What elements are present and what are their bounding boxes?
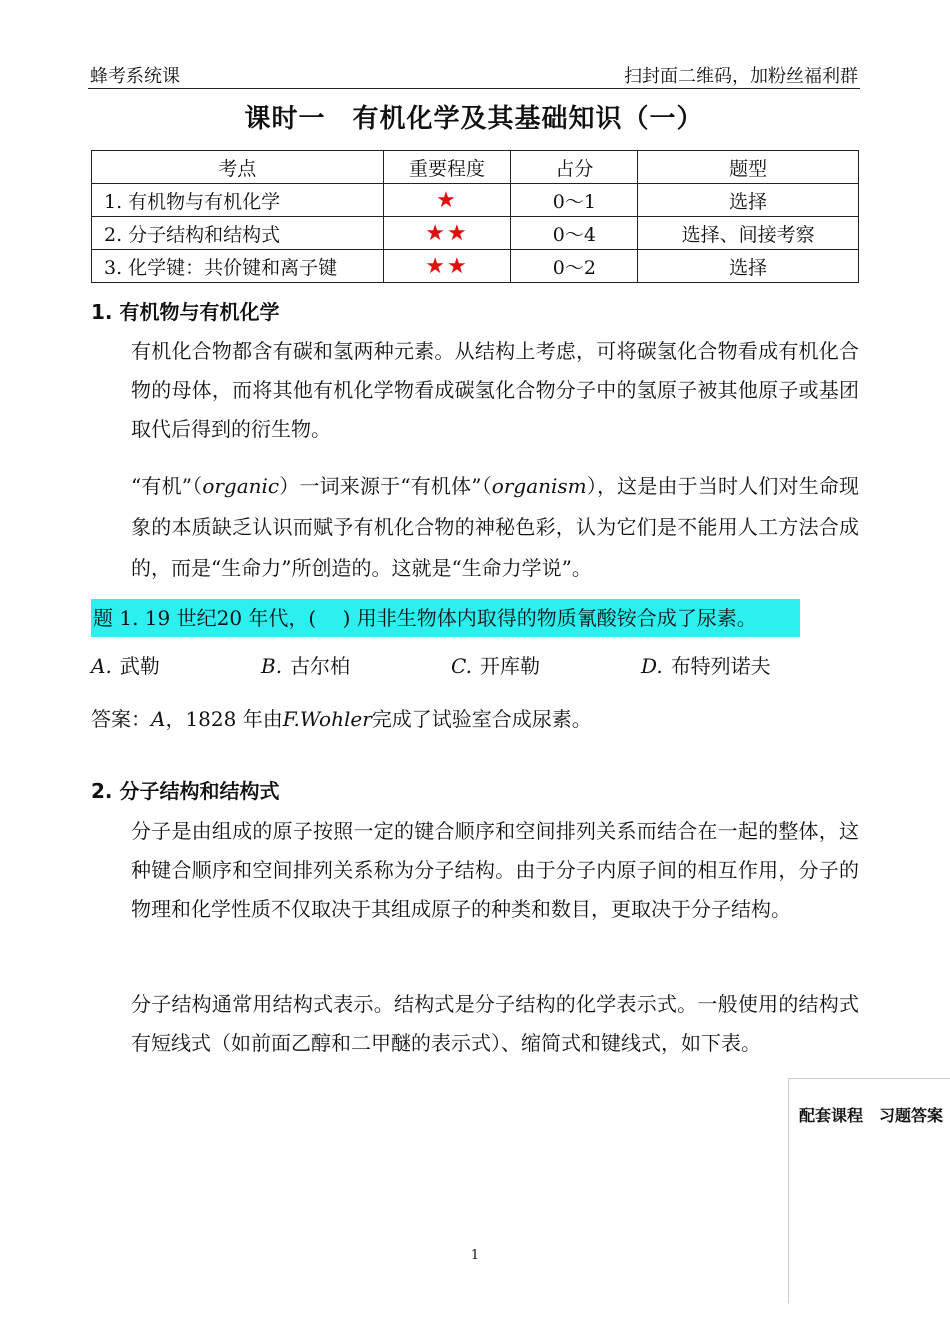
topic-cell: 2. 分子结构和结构式 <box>92 217 384 250</box>
option-d[interactable] <box>641 650 771 679</box>
question-type-cell: 选择、间接考察 <box>638 217 859 250</box>
star-icon: ★★ <box>425 253 469 279</box>
header-brand: 蜂考系统课 <box>90 66 180 87</box>
score-cell: 0～1 <box>511 184 638 217</box>
option-text: 开库勒 <box>479 654 540 678</box>
p2-text-c: ）一词来源于“有机体”（ <box>279 474 492 498</box>
importance-cell <box>383 250 511 283</box>
option-a[interactable] <box>91 650 160 679</box>
topic-cell: 1. 有机物与有机化学 <box>92 184 384 217</box>
score-cell: 0～2 <box>511 250 638 283</box>
course-link-box[interactable] <box>788 1078 950 1303</box>
answer-line <box>91 703 592 732</box>
section2-heading: 2. 分子结构和结构式 <box>91 779 280 803</box>
table-row <box>92 184 859 217</box>
section1-p1-text: 有机化合物都含有碳和氢两种元素。从结构上考虑，可将碳氢化合物看成有机化合物的母体，而将其他有机化学物看成碳氢化合物分子中的氢原子被其他原子或基团取代后得到的衍生物。 <box>131 339 859 441</box>
table-row <box>92 250 859 283</box>
option-letter: A. <box>91 654 112 678</box>
section2-p1-text: 分子是由组成的原子按照一定的键合顺序和空间排列关系而结合在一起的整体，这种键合顺序和空间排列关系称为分子结构。由于分子内原子间的相互作用，分子的物理和化学性质不仅取决于其组成原子的种类和数目，更取决于分子结构。 <box>131 819 859 921</box>
importance-cell <box>383 217 511 250</box>
p2-text-a: “有机”（ <box>131 474 203 498</box>
section1-paragraph-1 <box>91 332 859 449</box>
answer-name: F.Wohler <box>282 707 372 731</box>
page-number: 1 <box>470 1248 480 1263</box>
option-letter: D. <box>641 654 663 678</box>
answer-prefix: 答案： <box>91 707 151 731</box>
section2-p2-text: 分子结构通常用结构式表示。结构式是分子结构的化学表示式。一般使用的结构式有短线式（如前面乙醇和二甲醚的表示式）、缩简式和键线式，如下表。 <box>131 992 859 1055</box>
header-note: 扫封面二维码，加粉丝福利群 <box>624 66 858 87</box>
star-icon: ★ <box>436 187 458 213</box>
option-letter: C. <box>451 654 472 678</box>
importance-cell <box>383 184 511 217</box>
option-text: 布特列诺夫 <box>670 654 771 678</box>
question-type-cell: 选择 <box>638 184 859 217</box>
option-b[interactable] <box>261 650 350 679</box>
table-header-cell: 考点 <box>92 151 384 184</box>
option-c[interactable] <box>451 650 540 679</box>
table-header-cell: 题型 <box>638 151 859 184</box>
page-title: 课时一 有机化学及其基础知识（一） <box>244 104 704 134</box>
score-cell: 0～4 <box>511 217 638 250</box>
term-organism: organism <box>491 474 587 498</box>
section2-paragraph-1 <box>91 812 859 929</box>
answer-suffix: 完成了试验室合成尿素。 <box>371 707 592 731</box>
question-highlight: 题 1. 19 世纪20 年代，( ) 用非生物体内取得的物质氰酸铵合成了尿素。 <box>91 599 800 637</box>
section2-paragraph-2 <box>91 985 859 1063</box>
table-header-cell: 重要程度 <box>383 151 511 184</box>
option-text: 古尔柏 <box>290 654 351 678</box>
section1-heading: 1. 有机物与有机化学 <box>91 300 280 324</box>
table-header-cell: 占分 <box>511 151 638 184</box>
course-link-label: 配套课程 习题答案 <box>799 1106 944 1125</box>
answer-mid: ，1828 年由 <box>165 707 283 731</box>
section1-paragraph-2 <box>91 466 859 589</box>
term-organic: organic <box>202 474 280 498</box>
topic-cell: 3. 化学键：共价键和离子键 <box>92 250 384 283</box>
table-row <box>92 217 859 250</box>
question-type-cell: 选择 <box>638 250 859 283</box>
table-header-row <box>92 151 859 184</box>
option-text: 武勒 <box>119 654 160 678</box>
page-header <box>88 60 860 89</box>
star-icon: ★★ <box>425 220 469 246</box>
key-points-table <box>91 150 859 283</box>
answer-letter: A <box>151 707 166 731</box>
option-letter: B. <box>261 654 283 678</box>
p2-text-e: ），这是由于当时人们对生命现象的本质缺乏认识而赋予有机化合物的神秘色彩，认为它们是不能用人工方法合成的，而是“生命力”所创造的。这就是“生命力学说”。 <box>131 474 860 580</box>
